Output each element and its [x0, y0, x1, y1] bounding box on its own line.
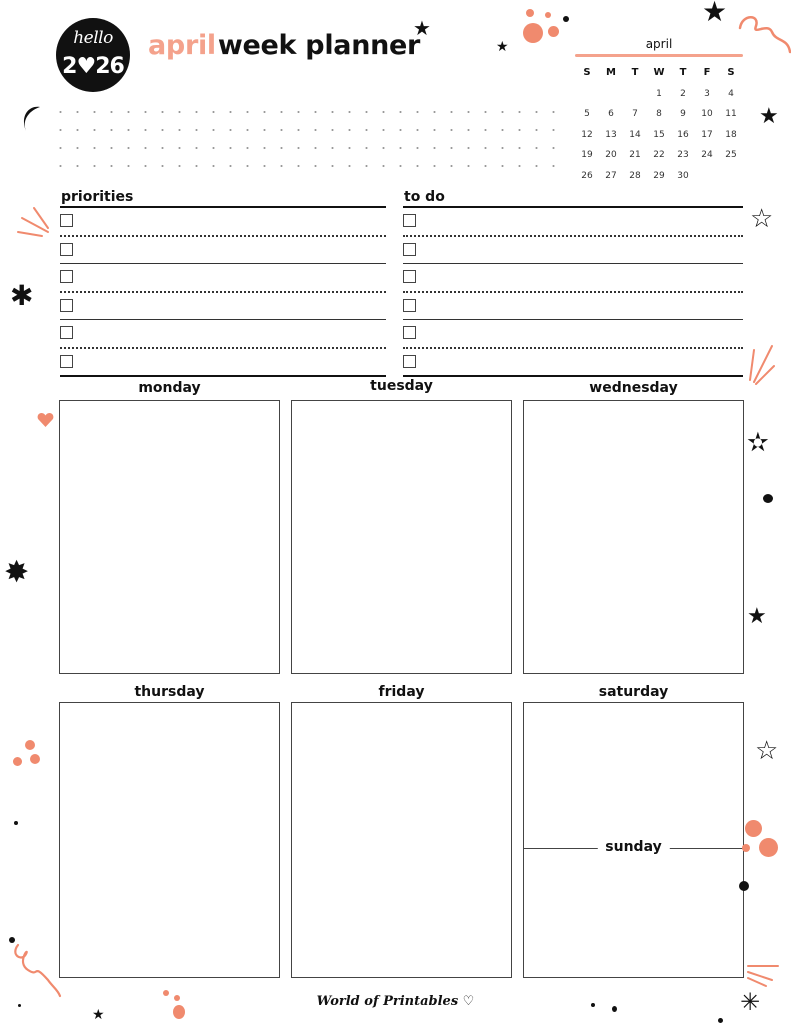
priority-row[interactable]	[60, 237, 386, 265]
weekday-header: W	[653, 67, 665, 78]
todo-heading: to do	[403, 188, 743, 208]
calendar-day	[599, 84, 623, 105]
black-dot-icon	[18, 1004, 21, 1007]
calendar-day: 12	[581, 129, 593, 140]
black-dot-icon	[563, 16, 569, 22]
calendar-day: 8	[656, 109, 662, 119]
title-month: april	[148, 30, 216, 61]
swirl-icon	[8, 940, 63, 1000]
calendar-day: 7	[632, 109, 638, 119]
calendar-day: 3	[704, 88, 710, 99]
calendar-day	[575, 84, 599, 105]
calendar-day: 30	[677, 170, 689, 181]
dot-grid-notes[interactable]	[52, 103, 562, 175]
calendar-day: 5	[584, 109, 590, 119]
coral-dot-icon	[174, 995, 180, 1001]
black-dot-icon	[9, 937, 15, 943]
calendar-day: 4	[728, 88, 734, 99]
weekday-header: S	[727, 67, 735, 78]
priority-row[interactable]	[60, 293, 386, 321]
weekday-header: M	[606, 67, 616, 78]
todo-row[interactable]	[403, 237, 743, 265]
black-dot-icon	[763, 494, 773, 503]
sparkle-icon: ✳	[740, 988, 761, 1016]
outline-star-icon: ☆	[755, 736, 779, 766]
outline-star-icon: ☆	[750, 204, 774, 234]
calendar-day: 24	[701, 150, 713, 160]
coral-dot-icon	[742, 844, 750, 852]
calendar-day: 15	[653, 129, 665, 140]
sunday-label: sunday	[597, 839, 669, 855]
coral-dot-icon	[25, 740, 35, 750]
calendar-day: 19	[581, 150, 593, 160]
black-dot-icon	[718, 1018, 723, 1023]
checkbox[interactable]	[403, 355, 416, 368]
coral-dot-icon	[545, 12, 551, 18]
todo-list	[403, 188, 743, 377]
star-icon: ✱	[10, 279, 34, 312]
star-icon: ★	[92, 1007, 105, 1023]
star-icon: ★	[702, 0, 728, 28]
burst-lines-icon	[746, 344, 776, 388]
hello-2026-logo	[56, 18, 130, 92]
checkbox[interactable]	[60, 326, 73, 339]
black-dot-icon	[612, 1006, 617, 1012]
calendar-day: 13	[605, 129, 617, 140]
mini-calendar	[575, 35, 743, 186]
weekday-header: F	[703, 67, 711, 78]
checkbox[interactable]	[60, 355, 73, 368]
burst-lines-icon	[16, 206, 52, 238]
friday-label: friday	[378, 684, 425, 700]
wednesday-label: wednesday	[589, 380, 678, 396]
black-dot-icon	[739, 881, 749, 891]
todo-row[interactable]	[403, 208, 743, 237]
saturday-label: saturday	[598, 684, 669, 700]
calendar-day: 29	[653, 170, 665, 181]
saturday-sunday-box[interactable]	[523, 702, 744, 978]
coral-dot-icon	[548, 26, 559, 37]
todo-row[interactable]	[403, 293, 743, 321]
calendar-day: 18	[725, 129, 737, 140]
calendar-day	[695, 166, 719, 187]
monday-label: monday	[138, 380, 201, 396]
calendar-day	[623, 84, 647, 105]
calendar-day: 17	[701, 129, 713, 140]
calendar-day: 16	[677, 129, 689, 140]
page-title	[148, 30, 420, 61]
todo-row[interactable]	[403, 349, 743, 378]
coral-dot-icon	[13, 757, 22, 766]
calendar-day: 28	[629, 170, 641, 181]
star-icon: ★	[496, 39, 509, 55]
checkbox[interactable]	[403, 299, 416, 312]
calendar-day: 11	[725, 109, 737, 119]
checkbox[interactable]	[60, 243, 73, 256]
checkbox[interactable]	[403, 270, 416, 283]
star-icon: ★	[413, 16, 431, 40]
priority-row[interactable]	[60, 349, 386, 378]
calendar-day: 22	[653, 150, 665, 160]
coral-dot-icon	[173, 1005, 185, 1019]
todo-row[interactable]	[403, 264, 743, 293]
calendar-divider	[575, 54, 743, 57]
monday-box[interactable]	[59, 400, 280, 674]
burst-lines-icon	[744, 960, 782, 988]
weekday-header: T	[679, 67, 687, 78]
calendar-month: april	[645, 37, 673, 51]
todo-row[interactable]	[403, 320, 743, 349]
checkbox[interactable]	[403, 326, 416, 339]
checkbox[interactable]	[403, 243, 416, 256]
friday-box[interactable]	[291, 702, 512, 978]
logo-year-text: 2♥26	[62, 54, 124, 79]
coral-dot-icon	[745, 820, 762, 837]
tuesday-label: tuesday	[370, 378, 433, 394]
moon-icon	[16, 103, 46, 133]
calendar-day: 1	[656, 88, 662, 99]
calendar-day: 10	[701, 109, 713, 119]
title-main: week planner	[217, 30, 421, 61]
wednesday-box[interactable]	[523, 400, 744, 674]
calendar-grid	[575, 63, 743, 186]
priorities-list	[60, 188, 386, 377]
calendar-day	[719, 166, 743, 187]
checkbox[interactable]	[60, 299, 73, 312]
coral-dot-icon	[523, 23, 543, 43]
calendar-day: 20	[605, 150, 617, 160]
priority-row[interactable]	[60, 208, 386, 237]
weekday-header: S	[583, 67, 591, 78]
brand-footer: World of Printables ♡	[316, 994, 475, 1009]
priority-row[interactable]	[60, 320, 386, 349]
checkbox[interactable]	[60, 270, 73, 283]
star-icon: ★	[759, 104, 779, 129]
calendar-day: 23	[677, 150, 689, 160]
coral-dot-icon	[30, 754, 40, 764]
priorities-heading: priorities	[60, 188, 386, 208]
calendar-day: 26	[581, 170, 593, 181]
thursday-label: thursday	[134, 684, 205, 700]
checkbox[interactable]	[403, 214, 416, 227]
calendar-day: 14	[629, 129, 641, 140]
logo-hello-text: hello	[73, 28, 113, 48]
black-dot-icon	[14, 821, 18, 825]
calendar-day: 6	[608, 109, 614, 119]
thursday-box[interactable]	[59, 702, 280, 978]
calendar-day: 21	[629, 150, 641, 160]
calendar-day: 27	[605, 170, 617, 181]
star-icon: ★	[747, 604, 767, 629]
coral-dot-icon	[526, 9, 534, 17]
calendar-day: 25	[725, 150, 737, 160]
outline-star-icon: ✫	[747, 428, 769, 458]
black-dot-icon	[591, 1003, 595, 1007]
swirl-icon	[738, 8, 791, 68]
tuesday-box[interactable]	[291, 400, 512, 674]
checkbox[interactable]	[60, 214, 73, 227]
calendar-day: 2	[680, 88, 686, 99]
priority-row[interactable]	[60, 264, 386, 293]
weekday-header: T	[631, 67, 639, 78]
coral-dot-icon	[759, 838, 778, 857]
heart-icon	[37, 412, 54, 428]
sparkle-star-icon: ✸	[4, 555, 30, 590]
calendar-day: 9	[680, 109, 686, 119]
coral-dot-icon	[163, 990, 169, 996]
